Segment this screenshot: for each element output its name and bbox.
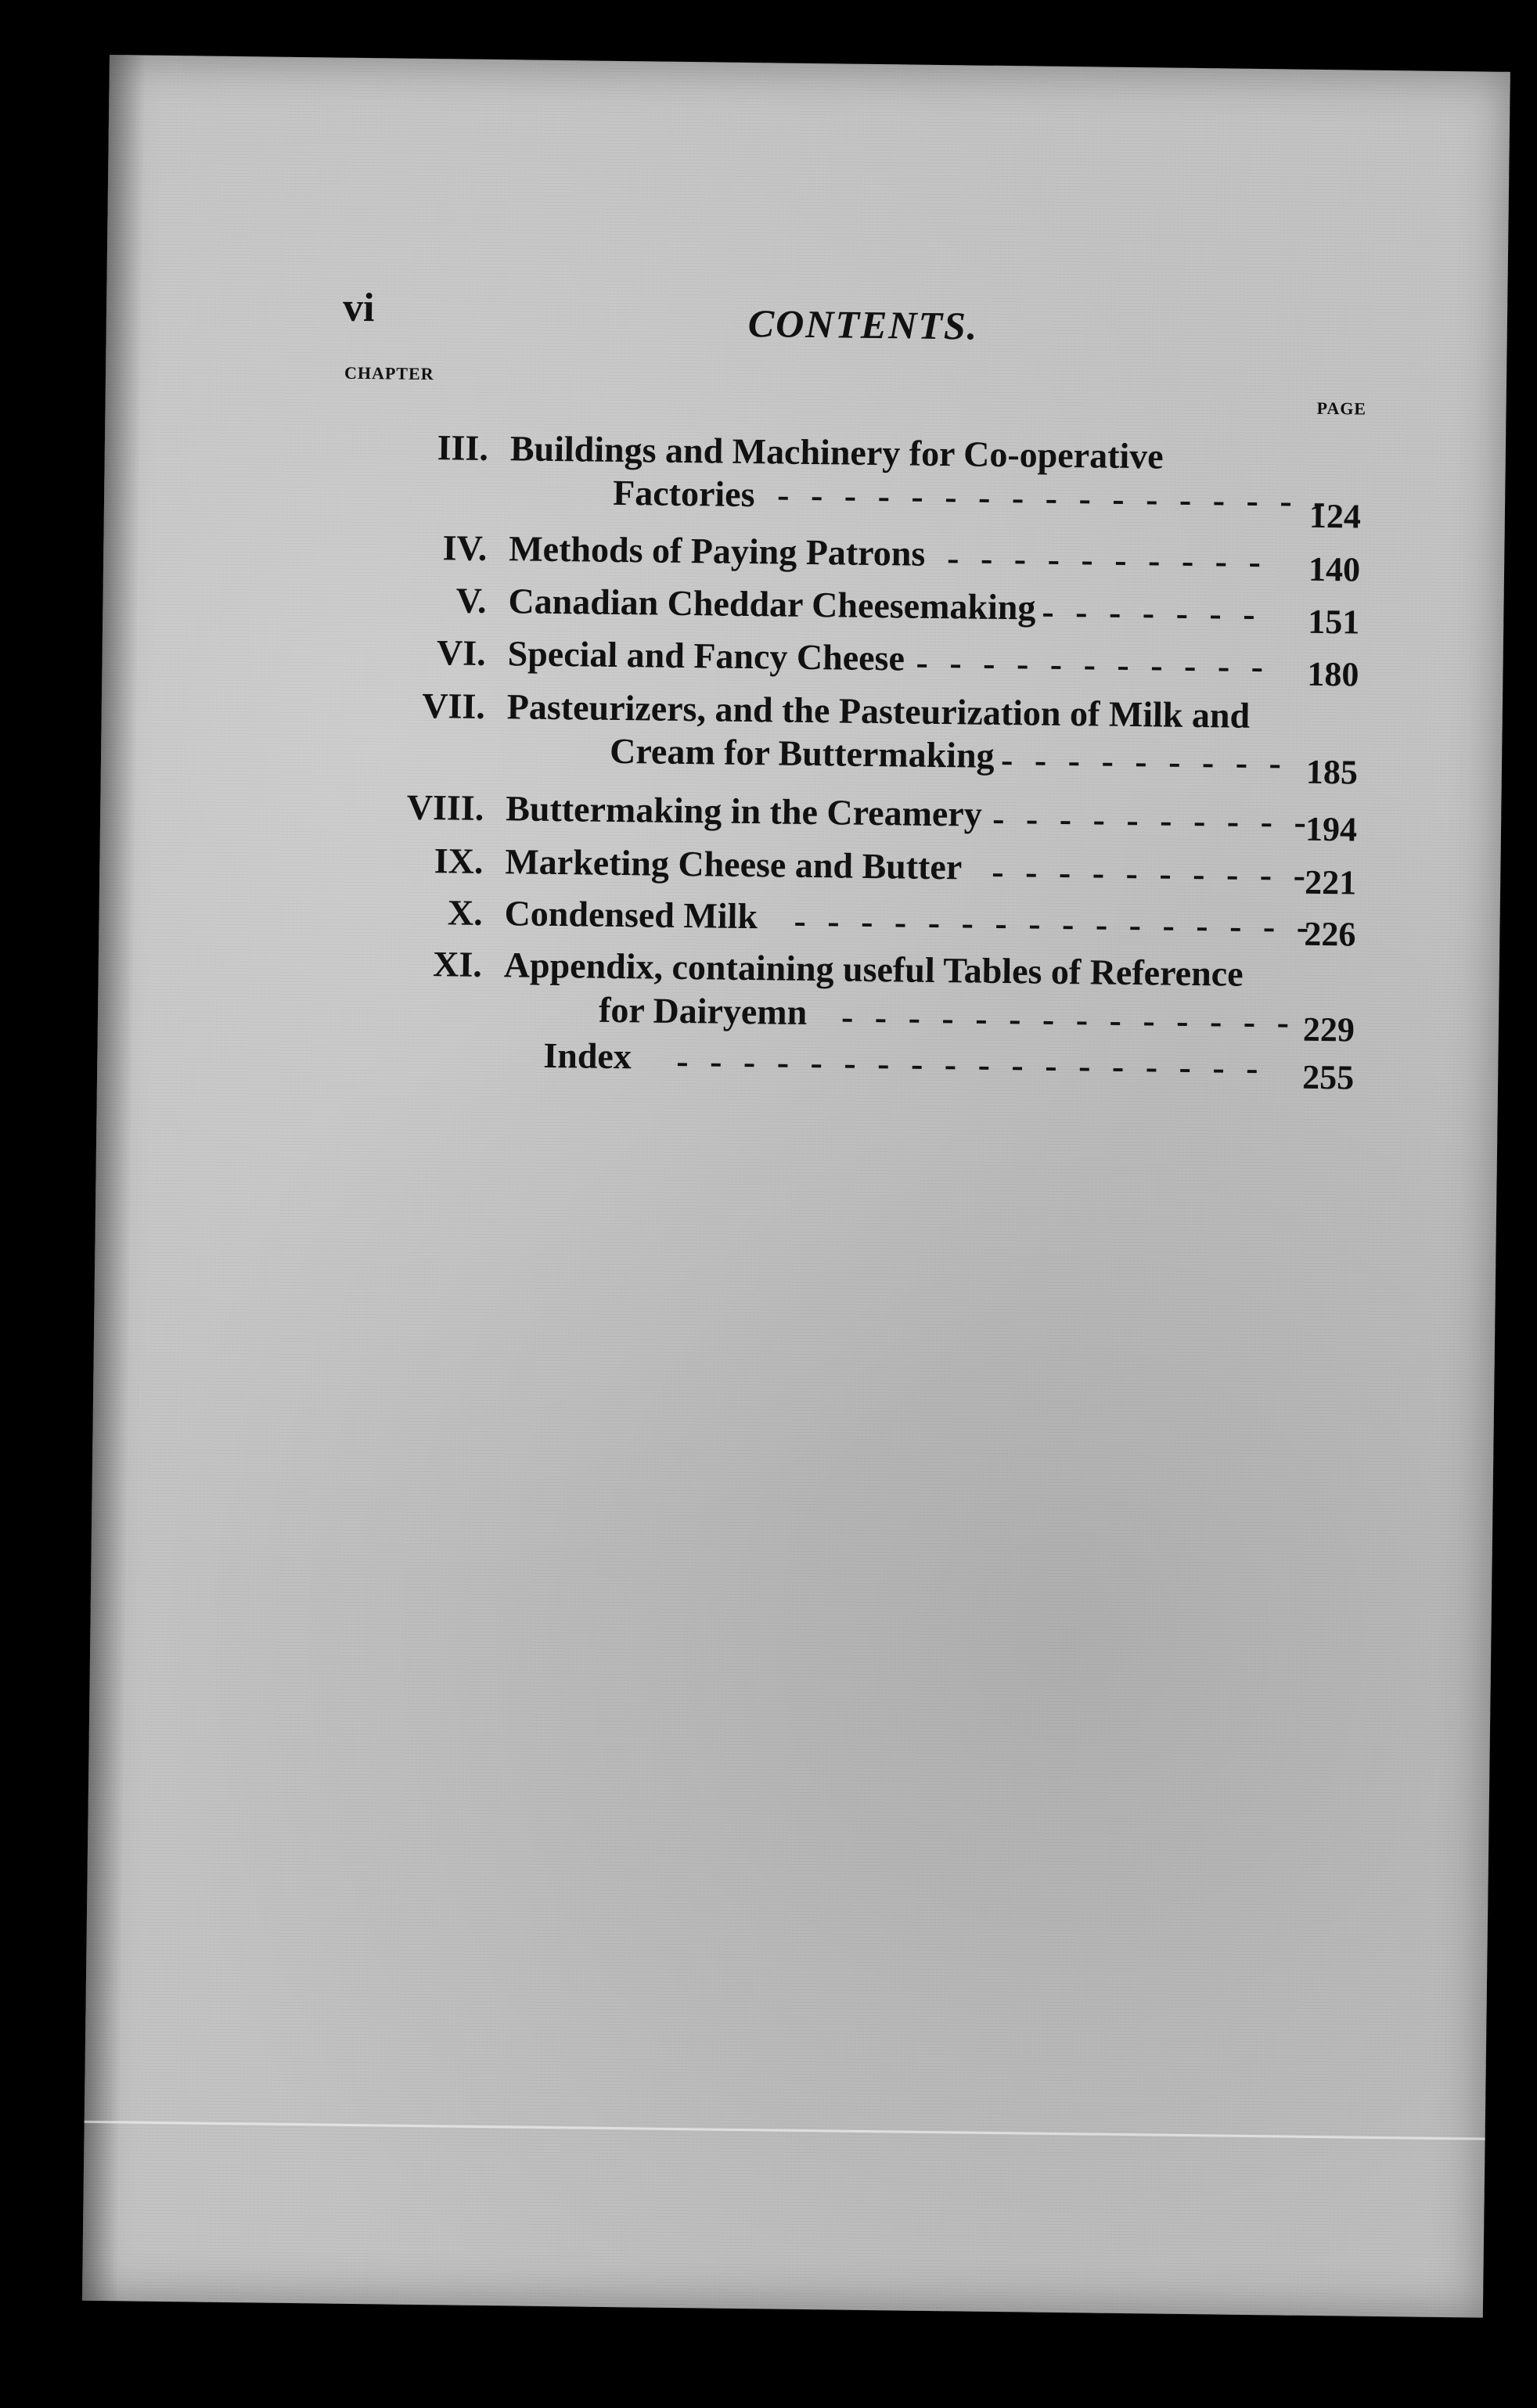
chapter-title-line1: Marketing Cheese and Butter (505, 841, 963, 887)
chapter-numeral: VII. (422, 685, 486, 726)
chapter-numeral: IX. (434, 840, 484, 881)
chapter-title-line1: Special and Fancy Cheese (507, 633, 905, 678)
dot-leaders: - - - - - - - - - (1000, 739, 1288, 783)
page-ref: 255 (1301, 1057, 1355, 1097)
page-ref: 226 (1304, 914, 1356, 954)
chapter-numeral: VIII. (406, 786, 484, 828)
dot-leaders: - - - - - - - - - - - - - - - - (794, 900, 1316, 947)
page-ref: 221 (1304, 862, 1357, 902)
page-ref: 151 (1307, 602, 1360, 642)
chapter-title-line1: Pasteurizers, and the Pasteurization of Milk and (506, 686, 1251, 736)
chapter-title-line2: for Dairyemn (598, 989, 808, 1032)
book-page (82, 55, 1510, 2318)
page-shadow-edge (82, 55, 146, 2301)
page-number: vi (342, 285, 375, 331)
chapter-title-line1: Canadian Cheddar Cheesemaking (508, 581, 1036, 628)
index-title: Index (543, 1035, 632, 1077)
dot-leaders: - - - - - - - (1042, 591, 1262, 635)
page-column-heading: PAGE (1316, 398, 1367, 419)
chapter-title-line1: Methods of Paying Patrons (509, 528, 926, 574)
chapter-title-line1: Buildings and Machinery for Co-operative (509, 428, 1164, 477)
page-ref: 229 (1302, 1010, 1355, 1049)
page-crease-line (85, 2121, 1485, 2140)
chapter-title-line2: Factories (612, 472, 755, 515)
page-ref: 194 (1305, 809, 1358, 849)
chapter-title-line2: Cream for Buttermaking (609, 730, 995, 776)
chapter-title-line1: Appendix, containing useful Tables of Reference (503, 945, 1244, 994)
chapter-title-line1: Buttermaking in the Creamery (505, 788, 983, 834)
chapter-numeral: V. (455, 580, 487, 621)
page-title: CONTENTS. (747, 301, 979, 348)
page-ref: 124 (1308, 496, 1362, 536)
dot-leaders: - - - - - - - - - - - (916, 642, 1270, 687)
chapter-numeral: X. (447, 892, 483, 933)
dot-leaders: - - - - - - - - - - - - - - - - - - (676, 1040, 1265, 1089)
chapter-numeral: III. (437, 427, 489, 468)
dot-leaders: - - - - - - - - - - (946, 538, 1268, 582)
page-ref: 185 (1305, 752, 1359, 792)
page-ref: 140 (1308, 549, 1361, 589)
chapter-numeral: XI. (432, 944, 483, 984)
dot-leaders: - - - - - - - - - - - - - - - - - (776, 474, 1332, 522)
chapter-title-line1: Condensed Milk (504, 893, 758, 937)
dot-leaders: - - - - - - - - - - - - - - (840, 996, 1296, 1042)
chapter-numeral: VI. (436, 632, 487, 673)
dot-leaders: - - - - - - - - - - (992, 851, 1312, 895)
chapter-numeral: IV. (442, 527, 488, 568)
chapter-column-heading: CHAPTER (344, 362, 434, 384)
page-ref: 180 (1307, 654, 1359, 694)
dot-leaders: - - - - - - - - - - (992, 797, 1313, 842)
